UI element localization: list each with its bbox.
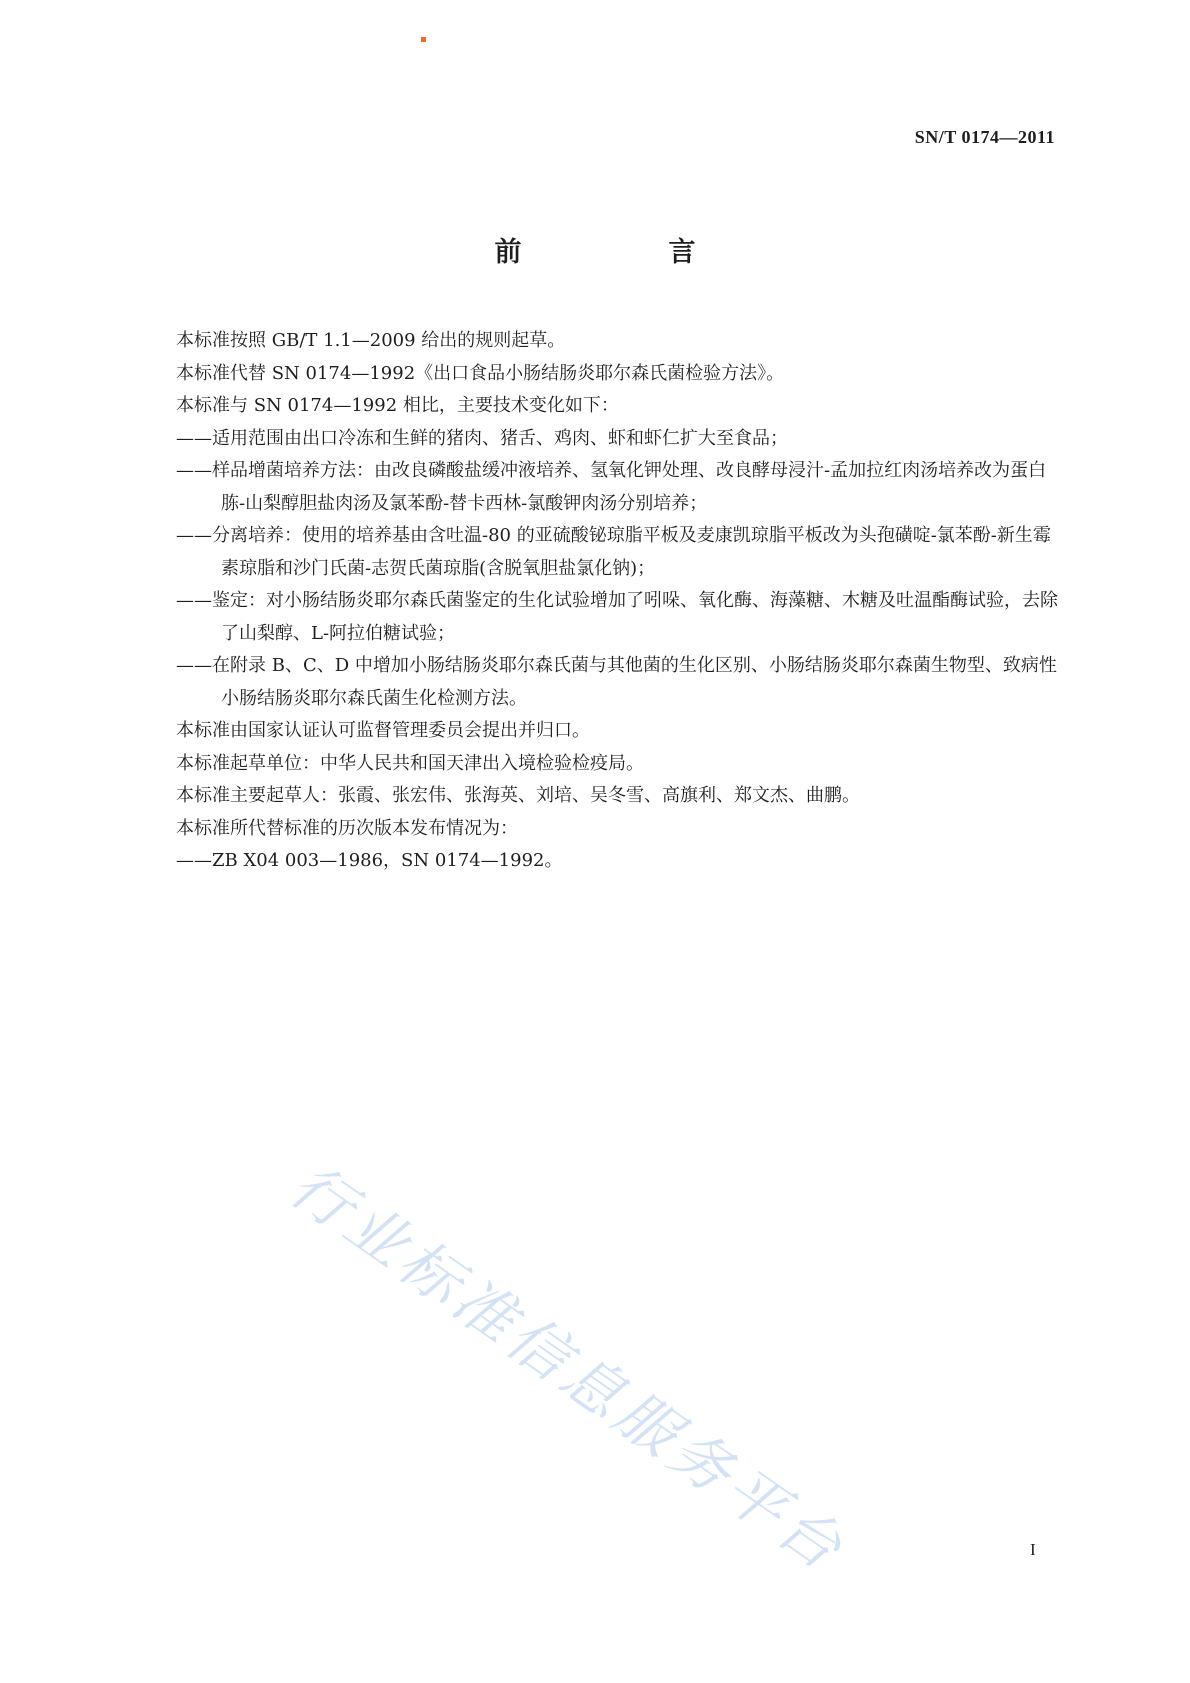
change-item: ——样品增菌培养方法：由改良磷酸盐缓冲液培养、氢氧化钾处理、改良酵母浸汁-孟加拉红肉汤培养改为蛋白胨-山梨醇胆盐肉汤及氯苯酚-替卡西林-氯酸钾肉汤分别培养； bbox=[176, 460, 1047, 514]
paragraph: 本标准与 SN 0174—1992 相比，主要技术变化如下： bbox=[176, 395, 619, 416]
corner-mark bbox=[421, 37, 426, 42]
watermark: 行业标准信息服务平台 bbox=[277, 1150, 859, 1587]
page-number: I bbox=[1030, 1540, 1036, 1559]
change-item: ——在附录 B、C、D 中增加小肠结肠炎耶尔森氏菌与其他菌的生化区别、小肠结肠炎耶尔森菌生物型、致病性小肠结肠炎耶尔森氏菌生化检测方法。 bbox=[176, 655, 1057, 709]
change-item: ——ZB X04 003—1986，SN 0174—1992。 bbox=[176, 850, 563, 871]
paragraph: 本标准按照 GB/T 1.1—2009 给出的规则起草。 bbox=[176, 330, 566, 351]
paragraph: 本标准代替 SN 0174—1992《出口食品小肠结肠炎耶尔森氏菌检验方法》。 bbox=[176, 362, 785, 384]
foreword-body bbox=[176, 325, 1058, 878]
change-item: ——分离培养：使用的培养基由含吐温-80 的亚硫酸铋琼脂平板及麦康凯琼脂平板改为头孢磺啶-氯苯酚-新生霉素琼脂和沙门氏菌-志贺氏菌琼脂(含脱氧胆盐氯化钠)； bbox=[176, 525, 1051, 579]
paragraph: 本标准主要起草人：张霞、张宏伟、张海英、刘培、吴冬雪、高旗利、郑文杰、曲鹏。 bbox=[176, 785, 860, 806]
paragraph: 本标准由国家认证认可监督管理委员会提出并归口。 bbox=[176, 720, 590, 741]
change-item: ——鉴定：对小肠结肠炎耶尔森氏菌鉴定的生化试验增加了吲哚、氧化酶、海藻糖、木糖及吐温酯酶试验，去除了山梨醇、L-阿拉伯糖试验； bbox=[176, 590, 1058, 644]
paragraph: 本标准起草单位：中华人民共和国天津出入境检验检疫局。 bbox=[176, 752, 644, 774]
page-title: 前 言 bbox=[494, 237, 756, 268]
paragraph: 本标准所代替标准的历次版本发布情况为： bbox=[176, 817, 518, 839]
change-item: ——适用范围由出口冷冻和生鲜的猪肉、猪舌、鸡肉、虾和虾仁扩大至食品； bbox=[176, 427, 788, 449]
standard-number: SN/T 0174—2011 bbox=[914, 127, 1055, 147]
